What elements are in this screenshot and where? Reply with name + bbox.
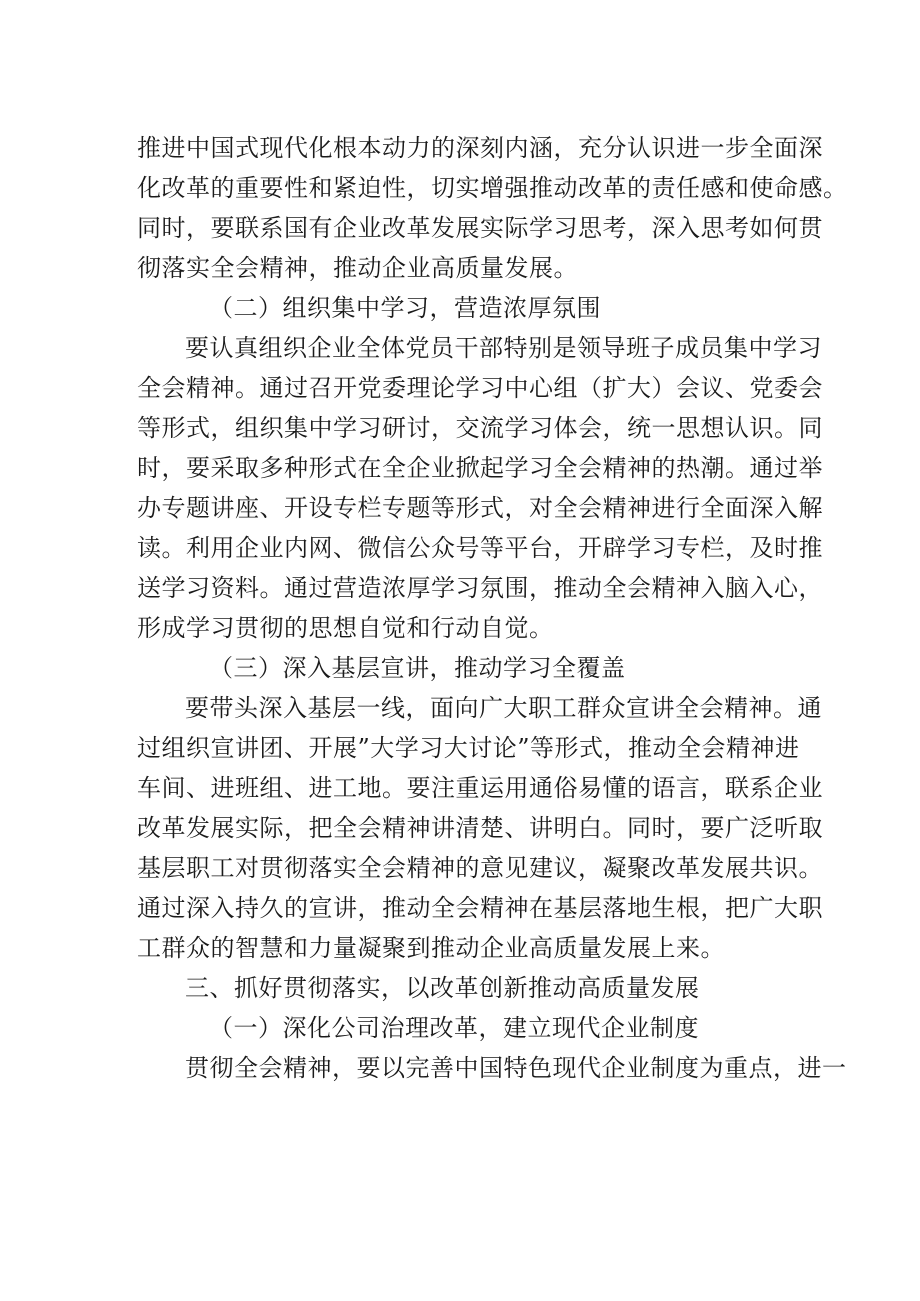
text-line: 工群众的智慧和力量凝聚到推动企业高质量发展上来。	[137, 934, 725, 962]
text-line: 贯彻全会精神，要以完善中国特色现代企业制度为重点，进一	[185, 1054, 847, 1082]
text-line: 基层职工对贯彻落实全会精神的意见建议，凝聚改革发展共识。	[137, 854, 823, 882]
text-line: 过组织宣讲团、开展”大学习大讨论”等形式，推动全会精神进	[137, 734, 800, 762]
text-line: 车间、进班组、进工地。要注重运用通俗易懂的语言，联系企业	[137, 774, 823, 802]
text-line: 形成学习贯彻的思想自觉和行动自觉。	[137, 614, 554, 642]
text-line: 读。利用企业内网、微信公众号等平台，开辟学习专栏，及时推	[137, 534, 823, 562]
paragraph	[137, 688, 823, 968]
text-line: 要带头深入基层一线，面向广大职工群众宣讲全会精神。通	[185, 694, 822, 722]
section-subheading: （二）组织集中学习，营造浓厚氛围	[209, 294, 601, 322]
text-line: 化改革的重要性和紧迫性，切实增强推动改革的责任感和使命感。	[137, 174, 848, 202]
text-line: 同时，要联系国有企业改革发展实际学习思考，深入思考如何贯	[137, 214, 823, 242]
text-line: 全会精神。通过召开党委理论学习中心组（扩大）会议、党委会	[137, 374, 823, 402]
text-line: 要认真组织企业全体党员干部特别是领导班子成员集中学习	[185, 334, 822, 362]
text-line: 时，要采取多种形式在全企业掀起学习全会精神的热潮。通过举	[137, 454, 823, 482]
text-line: 彻落实全会精神，推动企业高质量发展。	[137, 254, 578, 282]
text-line: 通过深入持久的宣讲，推动全会精神在基层落地生根，把广大职	[137, 894, 823, 922]
text-line: 推进中国式现代化根本动力的深刻内涵，充分认识进一步全面深	[137, 134, 823, 162]
text-line: 办专题讲座、开设专栏专题等形式，对全会精神进行全面深入解	[137, 494, 823, 522]
paragraph	[137, 1048, 847, 1088]
section-subheading: （一）深化公司治理改革，建立现代企业制度	[209, 1014, 699, 1042]
text-line: 送学习资料。通过营造浓厚学习氛围，推动全会精神入脑入心，	[137, 574, 823, 602]
paragraph	[137, 328, 823, 648]
paragraph	[137, 128, 848, 288]
text-line: 等形式，组织集中学习研讨，交流学习体会，统一思想认识。同	[137, 414, 823, 442]
document-body	[137, 128, 848, 1088]
section-heading: 三、抓好贯彻落实，以改革创新推动高质量发展	[185, 974, 700, 1002]
text-line: 改革发展实际，把全会精神讲清楚、讲明白。同时，要广泛听取	[137, 814, 823, 842]
section-subheading: （三）深入基层宣讲，推动学习全覆盖	[209, 654, 626, 682]
